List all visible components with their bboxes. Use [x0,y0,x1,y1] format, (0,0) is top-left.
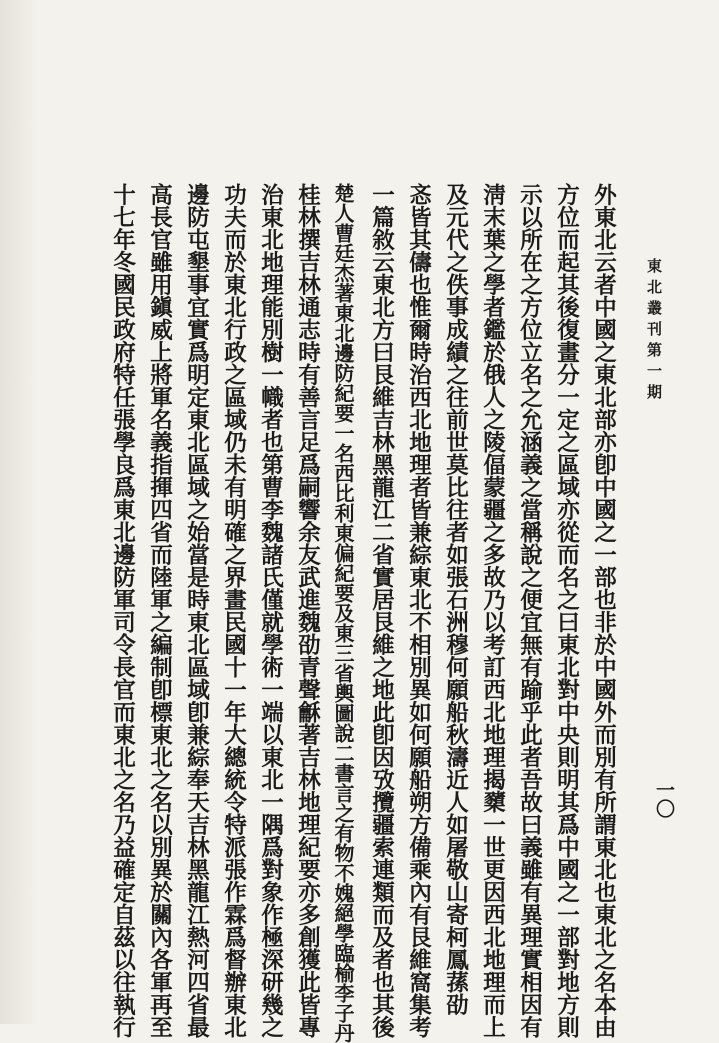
text-column-8: 楚人曹廷杰著東北邊防紀要一名西比利東偏紀要及東三省輿圖說二書言之有物不媿絕學臨榆李子丹 [331,183,355,1043]
page-edge-shadow [0,0,40,1024]
text-column-1: 外東北云者中國之東北部亦卽中國之一部也非於中國外而別有所謂東北也東北之名本由 [590,183,617,1038]
text-column-6: 忞皆其儔也惟爾時治西北地理者皆兼綜東北不相別異如何願船朔方備乘內有艮維窩集考 [405,183,432,1038]
text-column-10: 治東北地理能別樹一幟者也第曹李魏諸氏僅就學術一端以東北一隅爲對象作極深研幾之 [257,183,284,1038]
text-column-7: 一篇敘云東北方曰艮維吉林黑龍江二省實居艮維之地此卽因攷攬疆索連類而及者也其後 [368,183,395,1038]
running-title: 東北叢刊第一期 [645,258,663,405]
text-column-11: 功夫而於東北行政之區域仍未有明確之界畫民國十一年大總統令特派張作霖爲督辦東北 [220,183,247,1038]
text-column-12: 邊防屯墾事宜實爲明定東北區域之始當是時東北區域卽兼綜奉天吉林黑龍江熱河四省最 [183,183,210,1038]
page-number: 一〇 [653,780,675,818]
text-column-4: 淸末葉之學者鑑於俄人之陵偪蒙疆之多故乃以考訂西北地理揭櫫一世更因西北地理而上 [479,183,506,1038]
text-column-9: 桂林撰吉林通志時有善言足爲嗣響余友武進魏劭青聲龢著吉林地理紀要亦多創獲此皆專 [294,183,321,1038]
text-column-5: 及元代之佚事成績之往前世莫比往者如張石洲穆何願船秋濤近人如屠敬山寄柯鳳蓀劭 [442,183,469,1016]
text-column-14: 十七年冬國民政府特任張學良爲東北邊防軍司令長官而東北之名乃益確定自茲以往執行 [109,183,136,1038]
text-column-13: 高長官雖用鎭威上將軍名義指揮四省而陸軍之編制卽標東北之名以別異於關內各軍再至 [146,183,173,1038]
text-column-3: 示以所在之方位立名之允涵義之當稱說之便宜無有踰乎此者吾故曰義雖有異理實相因有 [516,183,543,1038]
text-column-2: 方位而起其後復畫分一定之區域亦從而名之曰東北對中央則明其爲中國之一部對地方則 [553,183,580,1038]
